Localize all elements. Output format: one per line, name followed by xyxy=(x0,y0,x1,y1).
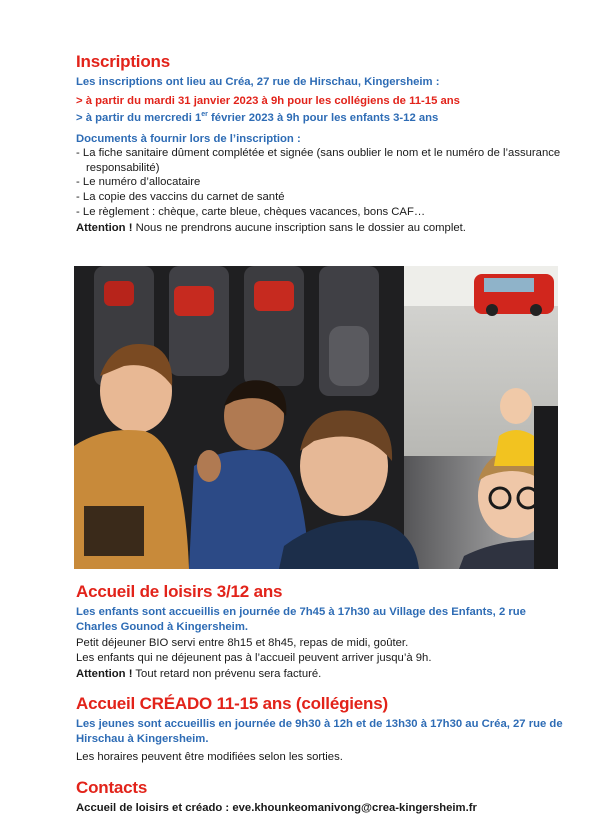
attention-text: Tout retard non prévenu sera facturé. xyxy=(132,668,322,681)
children-fire-truck-photo xyxy=(74,266,558,569)
inscriptions-location: Les inscriptions ont lieu au Créa, 27 rue de Hirschau, Kingersheim : xyxy=(76,76,440,88)
contacts-label: Accueil de loisirs et créado : xyxy=(76,802,230,814)
contacts-email[interactable]: eve.khounkeomanivong@crea-kingersheim.fr xyxy=(229,802,477,814)
inscriptions-date-colleges: > à partir du mardi 31 janvier 2023 à 9h pour les collégiens de 11-15 ans xyxy=(76,94,460,107)
accueil-loisirs-title: Accueil de loisirs 3/12 ans xyxy=(76,582,283,601)
accueil-creado-intro: Les jeunes sont accueillis en journée de 9h30 à 12h et de 13h30 à 17h30 au Créa, 27 rue de Hirschau à Kingersheim. xyxy=(76,718,563,745)
accueil-loisirs-intro: Les enfants sont accueillis en journée de 7h45 à 17h30 au Village des Enfants, 2 rue Charles Gounod à Kingersheim. xyxy=(76,606,526,633)
documents-title: Documents à fournir lors de l’inscription : xyxy=(76,132,301,145)
attention-label: Attention ! xyxy=(76,222,133,235)
accueil-loisirs-line1: Petit déjeuner BIO servi entre 8h15 et 8h45, repas de midi, goûter. xyxy=(76,637,409,650)
list-item: - La copie des vaccins du carnet de santé xyxy=(76,190,566,205)
date-enfants-sup: er xyxy=(201,111,208,119)
accueil-loisirs-attention xyxy=(76,667,566,682)
accueil-loisirs-section xyxy=(76,582,566,682)
date-enfants-post: février 2023 à 9h pour les enfants 3-12 ans xyxy=(207,111,439,124)
inscriptions-date-enfants xyxy=(76,108,566,125)
contacts-title: Contacts xyxy=(76,778,148,797)
accueil-creado-title: Accueil CRÉADO 11-15 ans (collégiens) xyxy=(76,694,388,713)
date-enfants-pre: > à partir du mercredi 1 xyxy=(76,111,202,124)
list-item: - La fiche sanitaire dûment complétée et signée (sans oublier le nom et le numéro de l’assurance responsabilité) xyxy=(76,146,566,175)
accueil-creado-note: Les horaires peuvent être modifiées selon les sorties. xyxy=(76,751,343,764)
list-item: - Le numéro d’allocataire xyxy=(76,175,566,190)
accueil-loisirs-line2: Les enfants qui ne déjeunent pas à l’accueil peuvent arriver jusqu’à 9h. xyxy=(76,651,432,664)
contacts-line xyxy=(76,801,566,816)
attention-label: Attention ! xyxy=(76,668,133,681)
attention-text: Nous ne prendrons aucune inscription sans le dossier au complet. xyxy=(132,222,466,235)
inscriptions-section xyxy=(76,52,566,236)
inscriptions-attention xyxy=(76,221,566,236)
accueil-creado-section xyxy=(76,694,566,765)
inscriptions-title: Inscriptions xyxy=(76,52,170,71)
documents-list xyxy=(76,146,566,219)
contacts-section xyxy=(76,778,566,816)
list-item: - Le règlement : chèque, carte bleue, chèques vacances, bons CAF… xyxy=(76,205,566,220)
